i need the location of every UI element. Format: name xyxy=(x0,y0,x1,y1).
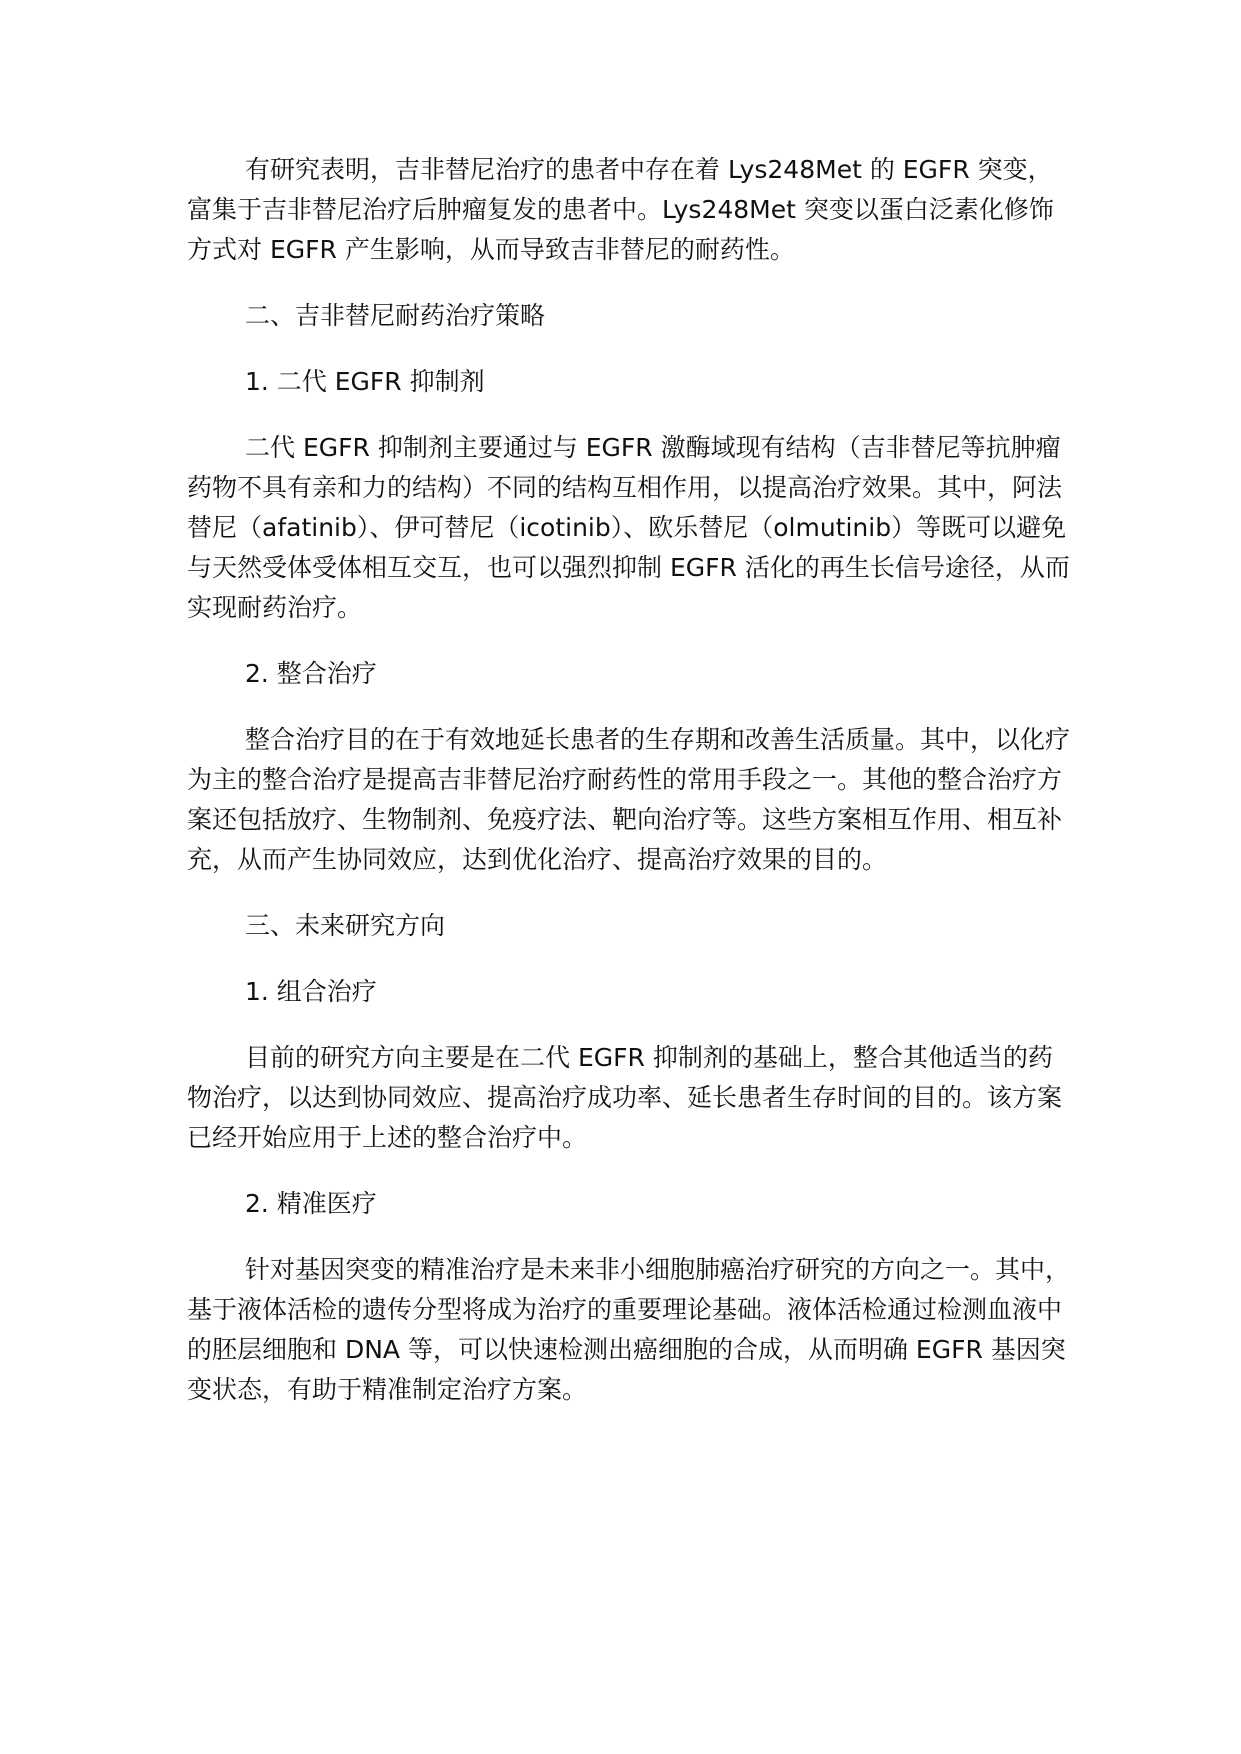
subheading-combination-therapy: 1. 组合治疗 xyxy=(245,977,377,1006)
document-body xyxy=(187,150,1077,1436)
paragraph-integrated-therapy: 整合治疗目的在于有效地延长患者的生存期和改善生活质量。其中，以化疗为主的整合治疗是提高吉非替尼治疗耐药性的常用手段之一。其他的整合治疗方案还包括放疗、生物制剂、免疫疗法、靶向治疗等。这些方案相互作用、相互补充，从而产生协同效应，达到优化治疗、提高治疗效果的目的。 xyxy=(187,725,1071,874)
subheading-precision-medicine: 2. 精准医疗 xyxy=(245,1189,377,1218)
section-heading-resistance-strategy: 二、吉非替尼耐药治疗策略 xyxy=(245,301,546,330)
subheading-second-gen-egfr: 1. 二代 EGFR 抑制剂 xyxy=(245,367,485,396)
paragraph-precision-medicine: 针对基因突变的精准治疗是未来非小细胞肺癌治疗研究的方向之一。其中，基于液体活检的遗传分型将成为治疗的重要理论基础。液体活检通过检测血液中的胚层细胞和 DNA 等，可以快速检测出癌细胞的合成，从而明确 EGFR 基因突变状态，有助于精准制定治疗方案。 xyxy=(187,1255,1071,1404)
paragraph-combination-therapy: 目前的研究方向主要是在二代 EGFR 抑制剂的基础上，整合其他适当的药物治疗，以达到协同效应、提高治疗成功率、延长患者生存时间的目的。该方案已经开始应用于上述的整合治疗中。 xyxy=(187,1043,1063,1152)
paragraph-second-gen-egfr: 二代 EGFR 抑制剂主要通过与 EGFR 激酶域现有结构（吉非替尼等抗肿瘤药物不具有亲和力的结构）不同的结构互相作用，以提高治疗效果。其中，阿法替尼（afatinib）、伊可替尼（icotinib）、欧乐替尼（olmutinib）等既可以避免与天然受体受体相互交互，也可以强烈抑制 EGFR 活化的再生长信号途径，从而实现耐药治疗。 xyxy=(187,433,1070,622)
subheading-integrated-therapy: 2. 整合治疗 xyxy=(245,659,377,688)
section-heading-future-research: 三、未来研究方向 xyxy=(245,911,446,940)
paragraph-lys248met: 有研究表明，吉非替尼治疗的患者中存在着 Lys248Met 的 EGFR 突变，富集于吉非替尼治疗后肿瘤复发的患者中。Lys248Met 突变以蛋白泛素化修饰方式对 EGFR 产生影响，从而导致吉非替尼的耐药性。 xyxy=(187,155,1054,264)
